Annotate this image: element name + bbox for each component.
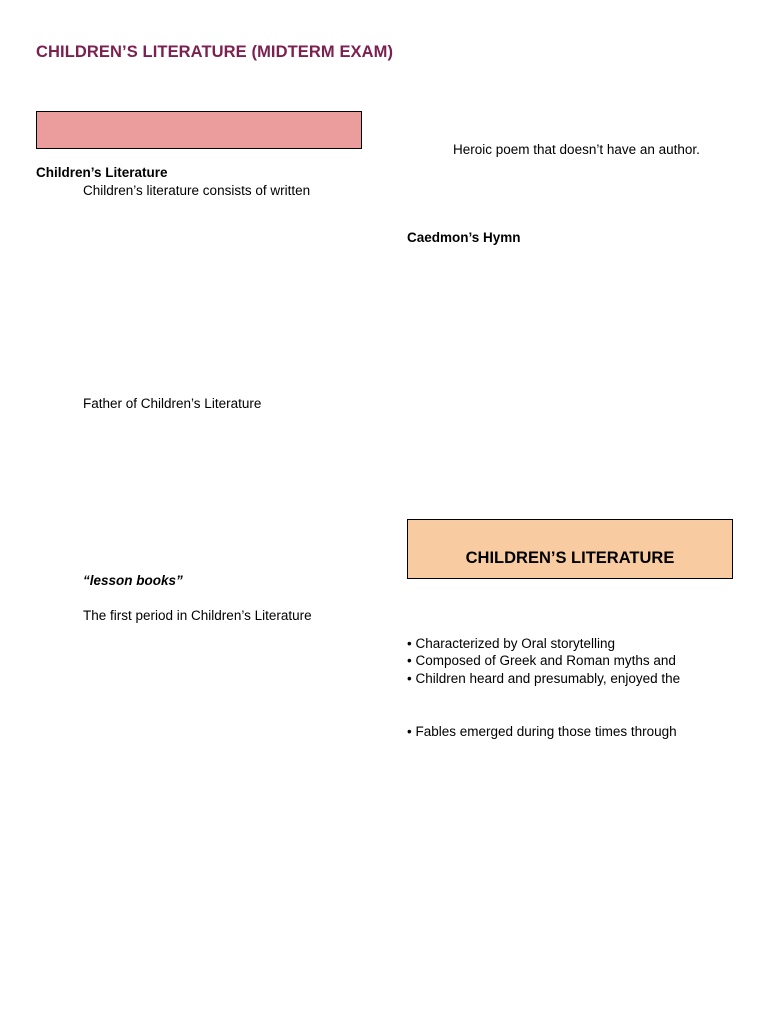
definition-text: Children’s literature consists of written bbox=[83, 183, 311, 198]
section-box-title: CHILDREN’S LITERATURE bbox=[465, 548, 675, 567]
caedmon-heading: Caedmon’s Hymn bbox=[407, 230, 521, 245]
section-box bbox=[407, 519, 733, 579]
bullet-item: • Composed of Greek and Roman myths and bbox=[407, 653, 676, 668]
bullet-item: • Children heard and presumably, enjoyed the bbox=[407, 671, 681, 686]
heroic-poem-text: Heroic poem that doesn’t have an author. bbox=[453, 142, 700, 157]
fables-bullet: • Fables emerged during those times through bbox=[407, 724, 677, 739]
highlight-box bbox=[36, 111, 362, 149]
father-text: Father of Children’s Literature bbox=[83, 396, 262, 411]
section-heading: Children’s Literature bbox=[36, 165, 168, 180]
first-period-text: The first period in Children’s Literature bbox=[83, 608, 312, 623]
lesson-books-text: “lesson books” bbox=[83, 573, 183, 588]
page-title: CHILDREN’S LITERATURE (MIDTERM EXAM) bbox=[36, 43, 394, 61]
bullet-item: • Characterized by Oral storytelling bbox=[407, 636, 616, 651]
